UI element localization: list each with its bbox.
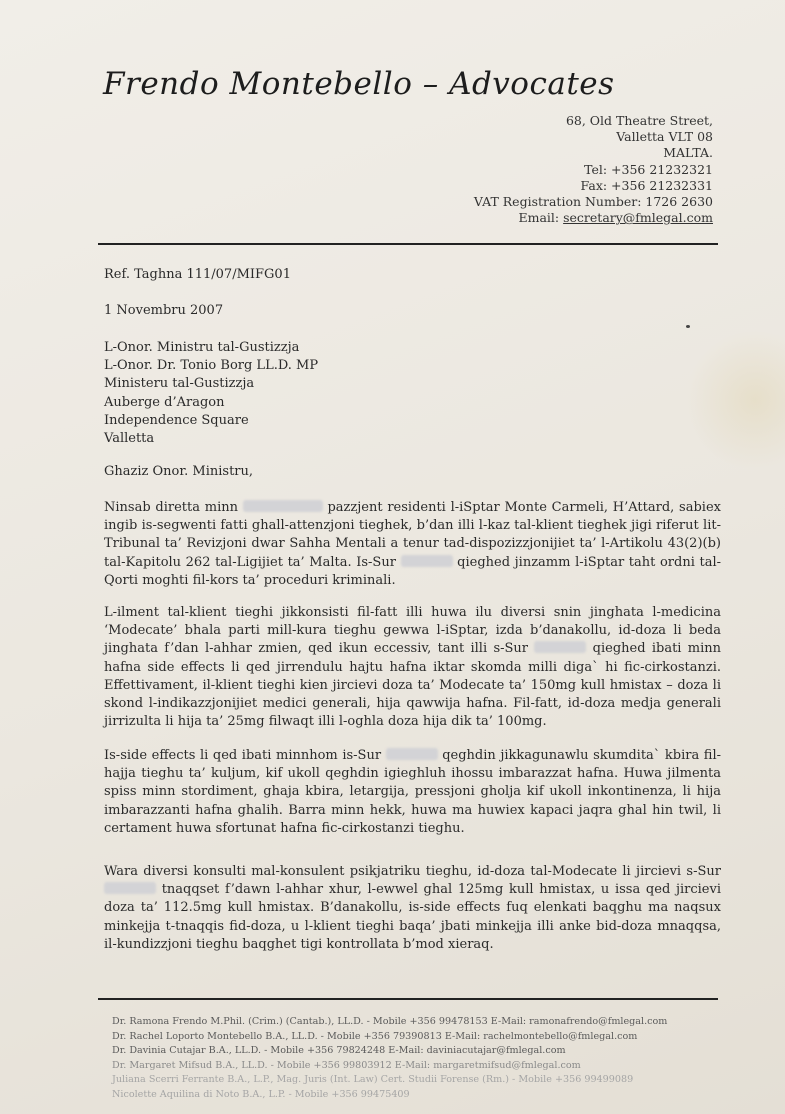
footer-divider — [98, 998, 718, 1000]
footer-line: Dr. Rachel Loporto Montebello B.A., LL.D. - Mobile +356 79390813 E-Mail: rachelmontebello@fmlegal.com — [112, 1030, 638, 1042]
address-fax: Fax: +356 21232331 — [580, 177, 713, 193]
footer-partners — [112, 1015, 667, 1102]
footer-line: Nicolette Aquilina di Noto B.A., L.P. - Mobile +356 99475409 — [112, 1088, 410, 1100]
address-email-line — [474, 210, 713, 226]
paper-speck — [686, 325, 690, 328]
redacted-name — [386, 748, 438, 760]
email-link[interactable]: secretary@fmlegal.com — [563, 210, 713, 226]
redacted-name — [534, 641, 586, 653]
footer-line: Dr. Davinia Cutajar B.A., LL.D. - Mobile +356 79824248 E-Mail: daviniacutajar@fmlegal.com — [112, 1045, 566, 1056]
footer-line: Dr. Ramona Frendo M.Phil. (Crim.) (Cantab.), LL.D. - Mobile +356 99478153 E-Mail: ramonafrendo@fmlegal.com — [112, 1016, 668, 1027]
email-label: Email: — [518, 210, 564, 226]
salutation: Ghaziz Onor. Ministru, — [104, 464, 254, 479]
recipient-line: L-Onor. Dr. Tonio Borg LL.D. MP — [104, 358, 319, 374]
body-paragraph-1: Ninsab diretta minn pazzjent residenti l-iSptar Monte Carmeli, H’Attard, sabiex ingib is-segwenti fatti ghall-attenzjoni tieghek, b’dan illi l-kaz tal-klient tieghek jigi riferut lit-Tribunal ta’ Revizjoni dwar Sahha Mentali a tenur tad-dispozizzjonijiet ta’ l-Artikolu 43(2)(b) tal-Kapitolu 262 tal-Ligijiet ta’ Malta. Is-Sur qieghed jinzamm l-iSptar taht ordni tal-Qorti moghti fil-kors ta’ proceduri kriminali. — [104, 500, 722, 588]
footer-line: Dr. Margaret Mifsud B.A., LL.D. - Mobile +356 99803912 E-Mail: margaretmifsud@fmlegal.com — [112, 1059, 581, 1071]
letter-date: 1 Novembru 2007 — [104, 303, 224, 318]
redacted-name — [243, 500, 323, 512]
address-vat: VAT Registration Number: 1726 2630 — [473, 194, 713, 210]
header-divider — [98, 243, 718, 245]
paper-stain — [685, 330, 785, 470]
footer-line: Juliana Scerri Ferrante B.A., L.P., Mag. Juris (Int. Law) Cert. Studii Forense (Rm.) - Mobile +356 99499089 — [112, 1074, 634, 1085]
recipient-block — [104, 339, 318, 448]
recipient-line: Independence Square — [104, 412, 249, 428]
reference-line: Ref. Taghna 111/07/MIFG01 — [104, 267, 291, 282]
recipient-line: Valletta — [104, 431, 155, 447]
body-paragraph-4: Wara diversi konsulti mal-konsulent psikjatriku tieghu, id-doza tal-Modecate li jircievi s-Sur tnaqqset f’dawn l-ahhar xhur, l-ewwel ghal 125mg kull hmistax, u issa qed jircievi doza ta’ 112.5mg kull hmistax. B’danakollu, is-side effects fuq elenkati baqghu ma naqsux minkejja t-tnaqqis fid-doza, u l-klient tieghi baqa’ jbati minkejja illi anke bid-doza mnaqqsa, il-kundizzjoni tieghu baqghet tigi kontrollata b’mod xieraq. — [104, 864, 721, 952]
firm-letterhead: Frendo Montebello – Advocates — [103, 66, 615, 102]
firm-address — [474, 113, 713, 226]
address-line1: 68, Old Theatre Street, — [565, 113, 713, 128]
recipient-line: Auberge d’Aragon — [104, 394, 225, 410]
body-paragraph-2: L-ilment tal-klient tieghi jikkonsisti fil-fatt illi huwa ilu diversi snin jinghata l-medicina ‘Modecate’ bhala parti mill-kura tieghu gewwa l-iSptar, izda b’danakollu, id-doza li beda jinghata f’dan l-ahhar zmien, qed ikun eccessiv, tant illi s-Sur qieghed ibati minn hafna side effects li qed jirrendulu hajtu hafna iktar skomda milli diga` hi fic-cirkostanzi. Effettivament, il-klient tieghi kien jircievi doza ta’ Modecate ta’ 150mg kull hmistax – doza li skond l-indikazzjonijiet medici generali, hija qawwija hafna. Fil-fatt, id-doza medja generali jirrizulta li hija ta’ 25mg filwaqt illi l-oghla doza hija dik ta’ 100mg. — [104, 605, 722, 730]
body-paragraph-3: Is-side effects li qed ibati minnhom is-Sur qeghdin jikkagunawlu skumdita` kbira fil-hajja tieghu ta’ kuljum, kif ukoll qeghdin igieghluh ihossu imbarazzat hafna. Huwa jilmenta spiss minn stordiment, ghaja kbira, letargija, pressjoni gholja kif ukoll inkontinenza, li hija imbarazzanti hafna ghalih. Barra minn hekk, huwa ma huwiex kapaci jaqra ghal hin twil, li certament huwa sfortunat hafna fic-cirkostanzi tieghu. — [104, 748, 721, 836]
address-line2: Valletta VLT 08 — [616, 129, 713, 145]
recipient-line: L-Onor. Ministru tal-Gustizzja — [104, 340, 300, 355]
redacted-name — [104, 882, 156, 894]
redacted-name — [401, 555, 453, 567]
recipient-line: Ministeru tal-Gustizzja — [104, 376, 255, 392]
address-tel: Tel: +356 21232321 — [584, 161, 713, 177]
address-line3: MALTA. — [663, 145, 713, 161]
